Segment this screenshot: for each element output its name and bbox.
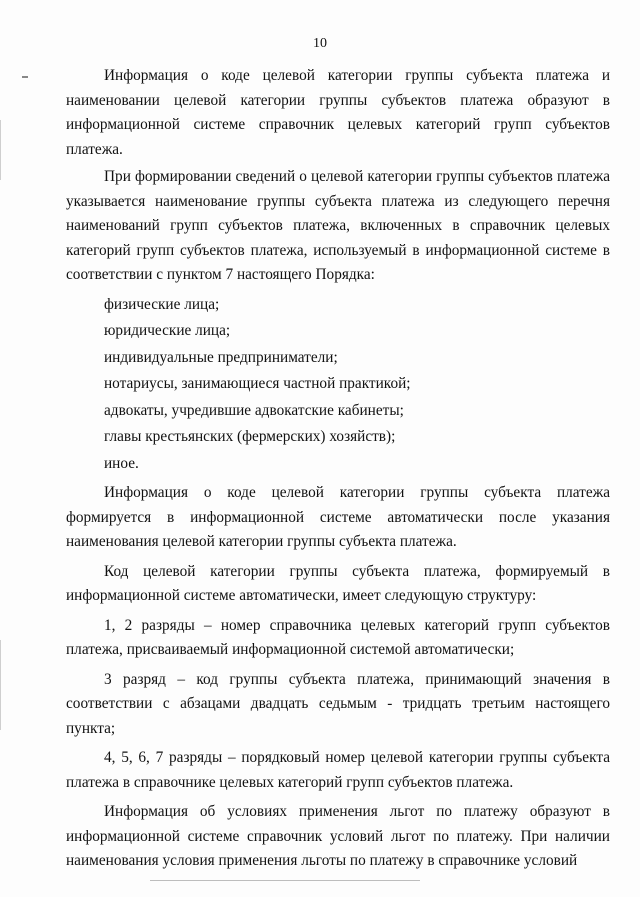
list-item: физические лица;: [104, 295, 220, 313]
group-list: [66, 292, 610, 478]
scan-edge: [0, 640, 1, 730]
bottom-rule: [150, 880, 420, 881]
list-item: индивидуальные предприниматели;: [104, 348, 338, 366]
paragraph: 4, 5, 6, 7 разряды – порядковый номер целевой категории группы субъекта платежа в справочнике целевых категорий групп субъектов платежа.: [66, 749, 610, 791]
paragraph: 1, 2 разряды – номер справочника целевых категорий групп субъектов платежа, присваиваемый информационной системой автоматически;: [66, 616, 610, 658]
list-item: нотариусы, занимающиеся частной практикой;: [104, 375, 411, 392]
paragraph: Информация об условиях применения льгот по платежу образуют в информационной системе справочник условий льгот по платежу. При наличии наименования условия применения льготы по платежу в справочнике условий: [66, 803, 610, 869]
paragraph: Информация о коде целевой категории группы субъекта платежа формируется в информационной системе автоматически после указания наименования целевой категории группы субъекта платежа.: [66, 484, 610, 550]
document-body: [66, 64, 610, 874]
paragraph: При формировании сведений о целевой категории группы субъектов платежа указывается наименование группы субъекта платежа из следующего перечня наименований групп субъектов платежа, включенных в справочник целевых категорий групп субъектов платежа, используемый в информационной системе в соответствии с пунктом 7 настоящего Порядка:: [66, 168, 610, 283]
list-item: юридические лица;: [104, 322, 231, 339]
scan-mark: [22, 76, 28, 78]
list-item: адвокаты, учредившие адвокатские кабинеты;: [104, 401, 404, 419]
page-number: 10: [313, 36, 327, 51]
paragraph: 3 разряд – код группы субъекта платежа, принимающий значения в соответствии с абзацами двадцать седьмым - тридцать третьим настоящего пункта;: [66, 670, 610, 737]
scan-edge: [0, 120, 1, 180]
paragraph: Код целевой категории группы субъекта платежа, формируемый в информационной системе автоматически, имеет следующую структуру:: [66, 562, 610, 604]
paragraph: Информация о коде целевой категории группы субъекта платежа и наименовании целевой категории группы субъектов платежа образуют в информационной системе справочник целевых категорий групп субъектов платежа.: [66, 67, 610, 158]
list-item: главы крестьянских (фермерских) хозяйств);: [104, 428, 396, 445]
list-item: иное.: [104, 454, 139, 472]
